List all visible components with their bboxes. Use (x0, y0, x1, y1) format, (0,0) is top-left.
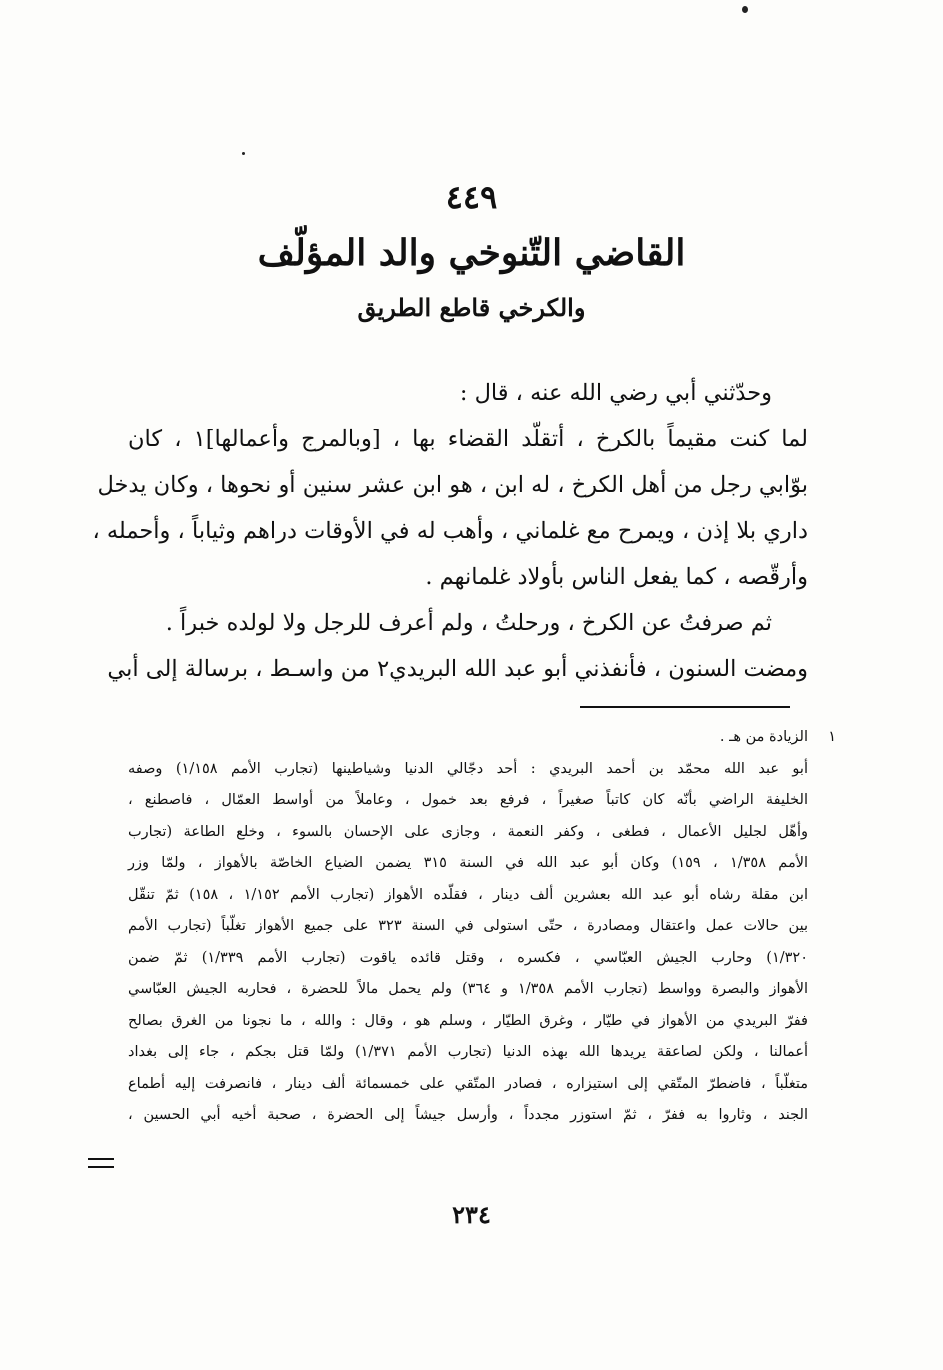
footnote-2-line: متغلّباً ، فاضطرّ المتّقي إلى استيزاره ، فصادر المتّقي على خمسمائة ألف دينار ، فانصرفت إليه أطماع (128, 1075, 808, 1092)
footnote-1 (128, 722, 836, 754)
footnote-2-line: الخليفة الراضي بأنّه كان كاتباً صغيراً ، فرفع بعد خمول ، وعاملاً من أواسط العمّال ، فاصطنع ، (128, 792, 808, 808)
body-line: داري بلا إذن ، ويمرح مع غلماني ، وأهب له في الأوقات دراهم وثياباً ، وأحمله ، (92, 518, 808, 544)
chapter-title: القاضي التّنوخي والد المؤلّف (257, 232, 686, 274)
footnotes (128, 722, 836, 1132)
body-line: وحدّثني أبي رضي الله عنه ، قال : (459, 380, 772, 406)
continuation-mark (88, 1158, 114, 1174)
body-line: وأرقّصه ، كما يفعل الناس بأولاد غلمانهم . (425, 564, 808, 590)
footnote-2-line: الأهواز والبصرة وواسط (تجارب الأمم ١/٣٥٨ و ٣٦٤) ولم يحمل مالاً للحضرة ، فحاربه الجيش العبّاسي (128, 981, 808, 997)
footnote-2-line: ابن مقلة رشاه أبو عبد الله بعشرين ألف دينار ، فقلّده الأهواز (تجارب الأمم ١/١٥٢ ، ١٥٨) ثمّ تنقّل (128, 886, 808, 903)
body-line: ثم صرفتُ عن الكرخ ، ورحلتُ ، ولم أعرف للرجل ولا لولده خبراً . (165, 610, 772, 636)
body-line: بوّابي رجل من أهل الكرخ ، له ابن ، هو ابن عشر سنين أو نحوها ، وكان يدخل (97, 472, 808, 498)
footnote-2-line: ١/٣٢٠) وحارب الجيش العبّاسي ، فكسره ، وقتل قائده ياقوت (تجارب الأمم ١/٣٣٩) ثمّ ضمن (128, 949, 808, 966)
chapter-number: ٤٤٩ (445, 178, 498, 216)
footnote-2-line: ففرّ البريدي من الأهواز في طيّار ، وغرق الطيّار ، وسلم هو ، وقال : والله ، ما نجونا من الغرق بصالح (128, 1012, 808, 1029)
body-text (92, 370, 808, 692)
body-line: ومضت السنون ، فأنفذني أبو عبد الله البريدي٢ من واسـط ، برسالة إلى أبي (107, 656, 808, 682)
footnote-2-line: أعمالنا ، ولكن لصاعقة يريدها الله بهذه الدنيا (تجارب الأمم ١/٣٧١) ولمّا قتل بجكم ، جاء إلى بغداد (128, 1044, 808, 1060)
chapter-subtitle: والكرخي قاطع الطريق (357, 293, 586, 322)
footnote-2-line: بين حالات عمل واعتقال ومصادرة ، حتّى استولى في السنة ٣٢٣ على جميع الأهواز تغلّباً (تجارب الأمم (128, 918, 808, 934)
ink-speck (242, 152, 245, 155)
footnote-2-line: الجند ، وثاروا به ففرّ ، ثمّ استوزر مجدداً ، وأرسل جيشاً إلى الحضرة ، صحبة أخيه أبي الحسين ، (128, 1107, 808, 1123)
body-line: لما كنت مقيماً بالكرخ ، أتقلّد القضاء بها ، [وبالمرج وأعمالها]١ ، كان (128, 426, 808, 452)
footnote-2-line: أبو عبد الله محمّد بن أحمد البريدي : أحد دجّالي الدنيا وشياطينها (تجارب الأمم ١/١٥٨) وصفه (128, 760, 808, 777)
footnote-separator (580, 706, 790, 708)
page-number: ٢٣٤ (452, 1200, 491, 1229)
footnote-1-text: الزيادة من هـ . (719, 729, 808, 745)
footnote-2-line: وأهّل لجليل الأعمال ، فطغى ، وكفر النعمة ، وجازى على الإحسان بالسوء ، وخلع الطاعة (تجارب (128, 823, 808, 840)
footnote-1-number: ١ (828, 729, 836, 745)
footnote-2-line: الأمم ١/٣٥٨ ، ١٥٩) وكان أبو عبد الله في السنة ٣١٥ يضمن الضياع الخاصّة بالأهواز ، ولمّا وزر (128, 855, 809, 871)
ink-speck (742, 6, 748, 13)
